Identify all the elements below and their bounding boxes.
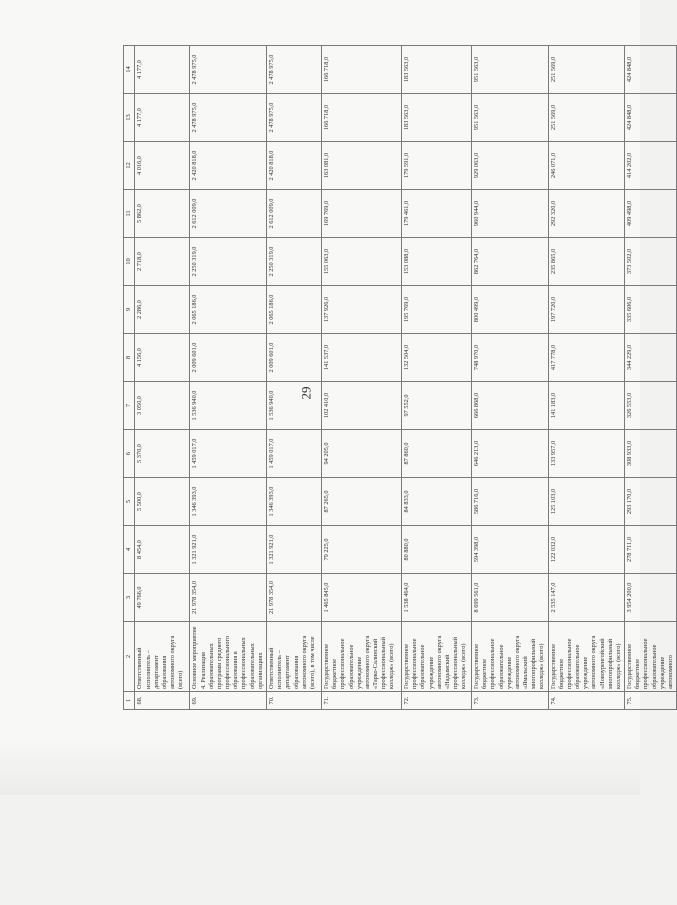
- table-cell: 183 563,0: [401, 46, 471, 94]
- table-cell: 3 954 200,0: [625, 574, 677, 622]
- table-row: [321, 46, 401, 710]
- table-cell: 326 553,0: [625, 382, 677, 430]
- table-cell: 424 848,0: [625, 46, 677, 94]
- table-cell: 646 213,0: [471, 430, 548, 478]
- table-cell: 308 933,0: [625, 430, 677, 478]
- column-header: 2: [124, 622, 135, 692]
- table-cell: 4 156,0: [135, 334, 190, 382]
- table-cell: 1 459 017,0: [190, 430, 267, 478]
- table-cell: 666 868,0: [471, 382, 548, 430]
- table-cell: 335 606,0: [625, 286, 677, 334]
- table-row: [548, 46, 625, 710]
- table-cell: 2 065 186,0: [190, 286, 267, 334]
- page-edge-shadow: [0, 735, 640, 795]
- table-cell: 5 862,0: [135, 190, 190, 238]
- table-cell: 2 009 601,0: [266, 334, 321, 382]
- table-cell: 1 536 940,0: [266, 382, 321, 430]
- table-cell: 87 860,0: [401, 430, 471, 478]
- page-number: 29: [298, 386, 314, 400]
- table-cell: 49 766,0: [135, 574, 190, 622]
- row-number: 74.: [548, 692, 625, 710]
- table-cell: 102 410,0: [321, 382, 401, 430]
- table-cell: 2 009 601,0: [190, 334, 267, 382]
- table-cell: 424 848,0: [625, 94, 677, 142]
- table-cell: 800 499,0: [471, 286, 548, 334]
- table-cell: 163 081,0: [321, 142, 401, 190]
- column-header: 7: [124, 382, 135, 430]
- table-cell: 5 500,0: [135, 478, 190, 526]
- table-cell: 2 478 975,0: [190, 46, 267, 94]
- column-header: 3: [124, 574, 135, 622]
- table-cell: 251 569,0: [548, 94, 625, 142]
- table-cell: 2 065 186,0: [266, 286, 321, 334]
- row-name: Ответственный исполнитель – департамент образования автономного округа (всего), в том числе: [266, 622, 321, 692]
- column-header: 13: [124, 94, 135, 142]
- table-cell: 929 063,0: [471, 142, 548, 190]
- row-number: 73.: [471, 692, 548, 710]
- table-cell: 133 957,0: [548, 430, 625, 478]
- table-cell: 125 103,0: [548, 478, 625, 526]
- table-cell: 1 346 393,0: [190, 478, 267, 526]
- table-cell: 235 865,0: [548, 238, 625, 286]
- table-cell: 344 229,0: [625, 334, 677, 382]
- column-header: 1: [124, 692, 135, 710]
- column-header: 8: [124, 334, 135, 382]
- table-cell: 251 569,0: [548, 46, 625, 94]
- column-header: 5: [124, 478, 135, 526]
- table-cell: 3 050,0: [135, 382, 190, 430]
- table-cell: 414 202,0: [625, 142, 677, 190]
- table-cell: 409 498,0: [625, 190, 677, 238]
- table-cell: 1 459 017,0: [266, 430, 321, 478]
- table-cell: 153 088,0: [401, 238, 471, 286]
- table-cell: 1 536 940,0: [190, 382, 267, 430]
- table-cell: 951 563,0: [471, 46, 548, 94]
- table-cell: 373 502,0: [625, 238, 677, 286]
- row-number: 71.: [321, 692, 401, 710]
- table-cell: 417 778,0: [548, 334, 625, 382]
- table-cell: 292 320,0: [548, 190, 625, 238]
- table-cell: 4 177,0: [135, 94, 190, 142]
- table-cell: 183 563,0: [401, 94, 471, 142]
- table-cell: 2 478 975,0: [190, 94, 267, 142]
- table-cell: 141 183,0: [548, 382, 625, 430]
- table-cell: 246 071,0: [548, 142, 625, 190]
- table-cell: 2 286,0: [135, 286, 190, 334]
- column-header: 9: [124, 286, 135, 334]
- table-cell: 166 718,0: [321, 46, 401, 94]
- table-cell: 84 833,0: [401, 478, 471, 526]
- row-name: Государственное профессиональное образовательное учреждение автономного округа «Надымский профессиональный колледж» (всего): [401, 622, 471, 692]
- table-row: [471, 46, 548, 710]
- table-cell: 179 591,0: [401, 142, 471, 190]
- table-cell: 862 764,0: [471, 238, 548, 286]
- budget-table: [123, 45, 677, 710]
- column-header: 4: [124, 526, 135, 574]
- table-cell: 748 970,0: [471, 334, 548, 382]
- column-header: 14: [124, 46, 135, 94]
- table-container: [123, 50, 674, 710]
- table-cell: 195 769,0: [401, 286, 471, 334]
- table-cell: 169 769,0: [321, 190, 401, 238]
- table-cell: 2 612 009,0: [266, 190, 321, 238]
- table-cell: 80 880,0: [401, 526, 471, 574]
- table-cell: 97 552,0: [401, 382, 471, 430]
- table-cell: 87 265,0: [321, 478, 401, 526]
- row-number: 68.: [135, 692, 190, 710]
- table-cell: 122 032,0: [548, 526, 625, 574]
- row-name: Государственное бюджетное профессиональное образовательное учреждение автономного округа «Ямальский многопрофильный колледж» (всего): [471, 622, 548, 692]
- table-cell: 2 478 975,0: [266, 46, 321, 94]
- table-cell: 1 321 921,0: [266, 526, 321, 574]
- table-cell: 1 538 464,0: [401, 574, 471, 622]
- table-cell: 79 225,0: [321, 526, 401, 574]
- table-cell: 2 420 818,0: [266, 142, 321, 190]
- table-cell: 951 563,0: [471, 94, 548, 142]
- table-cell: 1 321 921,0: [190, 526, 267, 574]
- table-row: [266, 46, 321, 710]
- row-name: Основное мероприятие 4. Реализация образовательных программ среднего профессионального образования в профессиональных образовательных организациях: [190, 622, 267, 692]
- table-cell: 2 535 147,0: [548, 574, 625, 622]
- column-header: 10: [124, 238, 135, 286]
- table-cell: 8 454,0: [135, 526, 190, 574]
- column-header: 6: [124, 430, 135, 478]
- table-cell: 2 420 818,0: [190, 142, 267, 190]
- column-header: 11: [124, 190, 135, 238]
- table-cell: 2 250 319,0: [266, 238, 321, 286]
- row-name: Государственное бюджетное профессиональное образовательное учреждение автономного: [625, 622, 677, 692]
- table-cell: 141 537,0: [321, 334, 401, 382]
- table-row: [401, 46, 471, 710]
- table-cell: 960 944,0: [471, 190, 548, 238]
- table-cell: 8 699 561,0: [471, 574, 548, 622]
- table-cell: 2 612 009,0: [190, 190, 267, 238]
- row-number: 72.: [401, 692, 471, 710]
- table-cell: 21 978 354,0: [190, 574, 267, 622]
- row-name: Ответственный исполнитель – департамент образования автономного округа (всего): [135, 622, 190, 692]
- table-cell: 4 177,0: [135, 46, 190, 94]
- table-body: [124, 46, 677, 710]
- table-cell: 94 205,0: [321, 430, 401, 478]
- column-header: 12: [124, 142, 135, 190]
- table-cell: 2 478 975,0: [266, 94, 321, 142]
- row-number: 75.: [625, 692, 677, 710]
- table-cell: 179 461,0: [401, 190, 471, 238]
- table-cell: 197 720,0: [548, 286, 625, 334]
- table-cell: 1 346 393,0: [266, 478, 321, 526]
- table-cell: 293 170,0: [625, 478, 677, 526]
- table-cell: 1 465 845,0: [321, 574, 401, 622]
- table-cell: 132 504,0: [401, 334, 471, 382]
- table-row: [190, 46, 267, 710]
- row-name: Государственное бюджетное профессиональное образовательное учреждение автономного округа «Новоуренгойский многопрофильный колледж» (всего): [548, 622, 625, 692]
- row-number: 70.: [266, 692, 321, 710]
- table-cell: 2 250 319,0: [190, 238, 267, 286]
- row-number: 69.: [190, 692, 267, 710]
- table-cell: 166 718,0: [321, 94, 401, 142]
- table-cell: 586 716,0: [471, 478, 548, 526]
- table-row: [135, 46, 190, 710]
- table-row: [625, 46, 677, 710]
- table-cell: 594 398,0: [471, 526, 548, 574]
- column-number-row: [124, 46, 135, 710]
- table-cell: 278 711,0: [625, 526, 677, 574]
- table-cell: 155 063,0: [321, 238, 401, 286]
- row-name: Государственное бюджетное профессиональное образовательное учреждение автономного округа «Тарко-Салинский профессиональный колледж» (всего): [321, 622, 401, 692]
- table-cell: 137 926,0: [321, 286, 401, 334]
- table-cell: 4 016,0: [135, 142, 190, 190]
- table-cell: 2 718,0: [135, 238, 190, 286]
- table-cell: 5 370,0: [135, 430, 190, 478]
- table-cell: 21 978 354,0: [266, 574, 321, 622]
